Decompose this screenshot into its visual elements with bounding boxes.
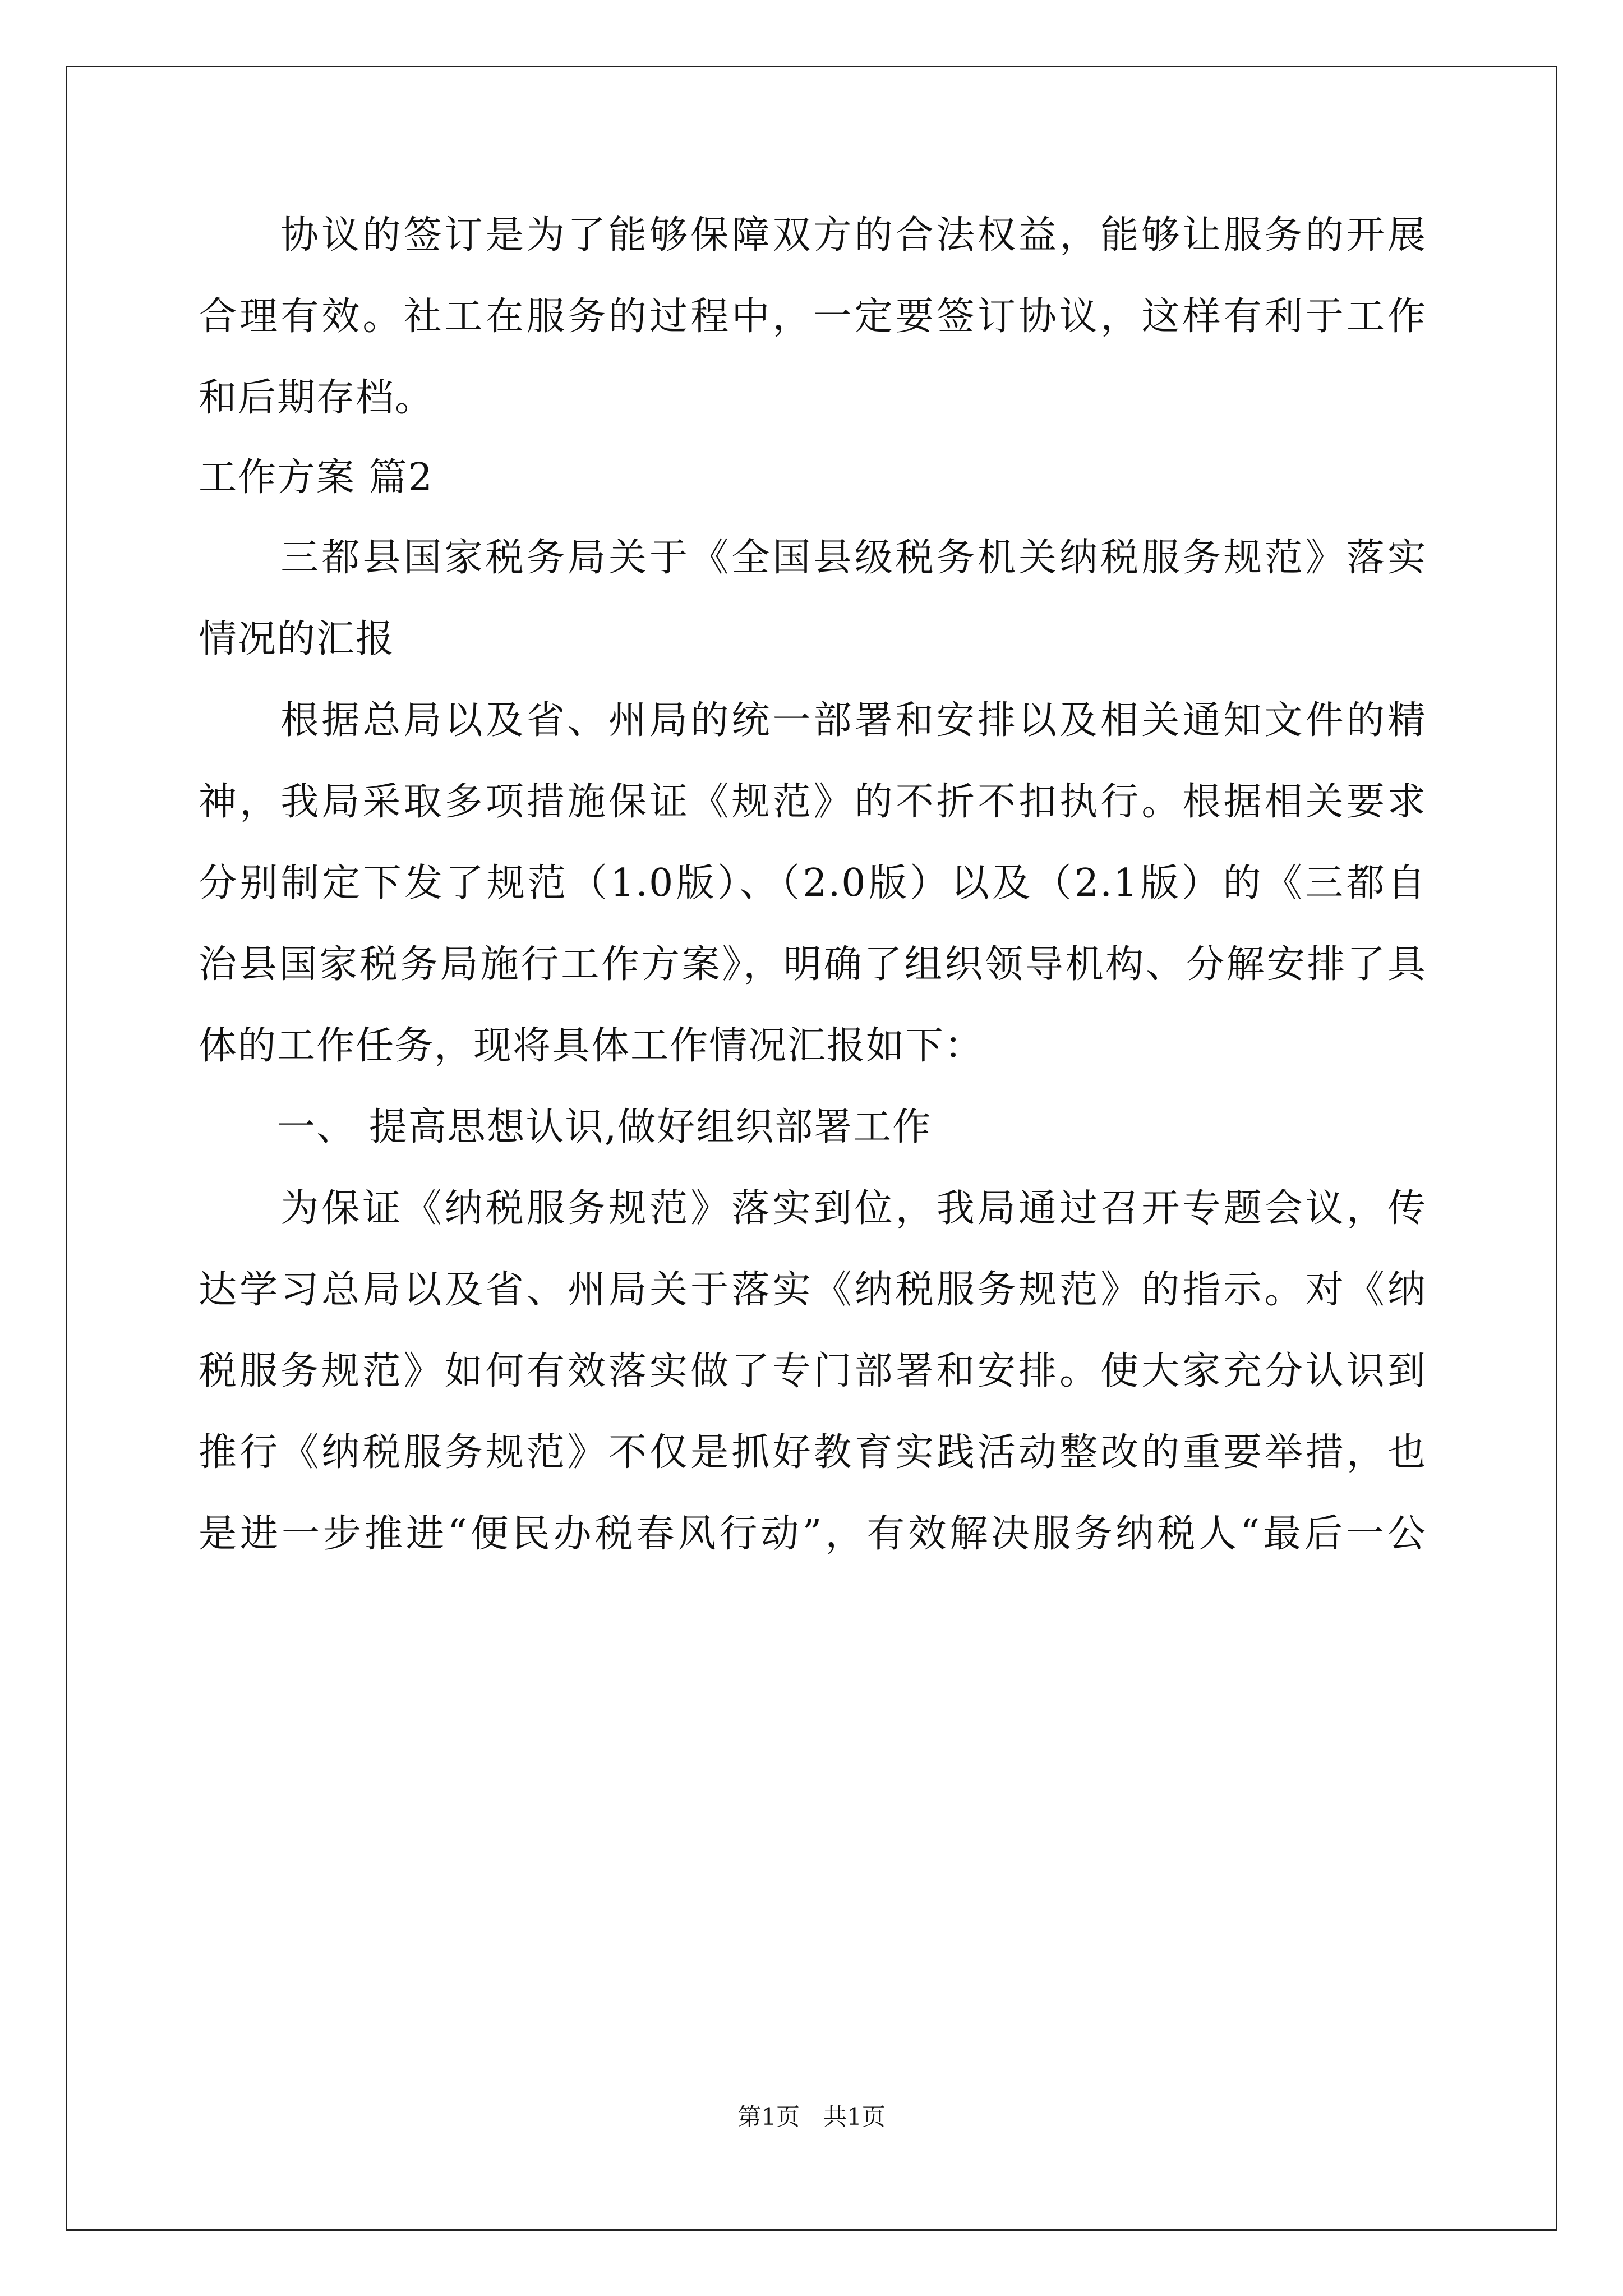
paragraph-line: 推行《纳税服务规范》不仅是抓好教育实践活动整改的重要举措，也: [199, 1430, 1427, 1475]
paragraph-line: 神，我局采取多项措施保证《规范》的不折不扣执行。根据相关要求: [199, 780, 1427, 824]
paragraph-line: 和后期存档。: [199, 376, 435, 420]
subsection-heading: 一、 提高思想认识,做好组织部署工作: [199, 1105, 932, 1149]
paragraph-line: 为保证《纳税服务规范》落实到位，我局通过召开专题会议，传: [199, 1186, 1427, 1231]
paragraph-line: 协议的签订是为了能够保障双方的合法权益，能够让服务的开展: [199, 213, 1427, 257]
paragraph-line: 治县国家税务局施行工作方案》，明确了组织领导机构、分解安排了具: [199, 942, 1427, 987]
report-title-line: 情况的汇报: [199, 617, 395, 661]
page-footer: 第1页 共1页: [737, 2103, 886, 2131]
paragraph-line: 税服务规范》如何有效落实做了专门部署和安排。使大家充分认识到: [199, 1349, 1427, 1393]
section-heading: 工作方案 篇2: [199, 455, 434, 500]
paragraph-line: 达学习总局以及省、州局关于落实《纳税服务规范》的指示。对《纳: [199, 1268, 1427, 1312]
paragraph-line: 根据总局以及省、州局的统一部署和安排以及相关通知文件的精: [199, 698, 1427, 743]
paragraph-line: 体的工作任务，现将具体工作情况汇报如下：: [199, 1024, 984, 1068]
paragraph-line: 是进一步推进“便民办税春风行动”，有效解决服务纳税人“最后一公: [199, 1512, 1427, 1556]
paragraph-line: 分别制定下发了规范（1.0版）、（2.0版）以及（2.1版）的《三都自: [199, 861, 1427, 905]
paragraph-line: 合理有效。社工在服务的过程中，一定要签订协议，这样有利于工作: [199, 295, 1427, 339]
report-title-line: 三都县国家税务局关于《全国县级税务机关纳税服务规范》落实: [199, 536, 1427, 580]
